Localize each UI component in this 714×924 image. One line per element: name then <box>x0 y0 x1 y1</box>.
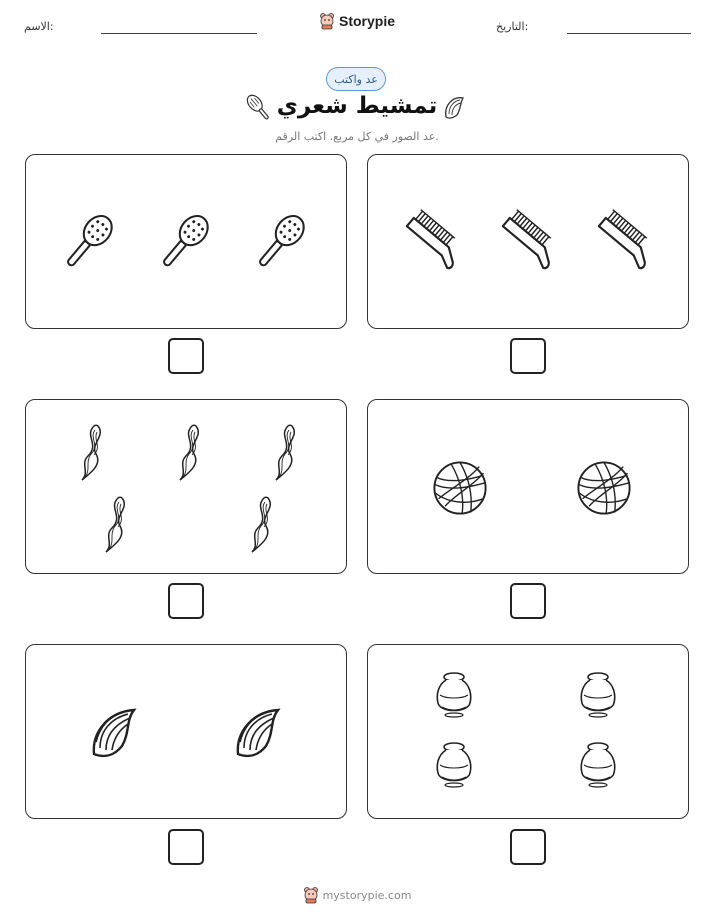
footer <box>0 886 714 908</box>
count-panel-6 <box>25 644 347 819</box>
name-label: الاسم: <box>24 20 54 33</box>
answer-box-3[interactable] <box>510 583 546 619</box>
yarn-ball-icon <box>426 456 494 520</box>
hair-strand-icon <box>74 422 108 482</box>
hairbrush-icon <box>241 92 275 122</box>
activity-badge: عد واكتب <box>326 67 386 91</box>
pot-icon <box>576 741 620 791</box>
hairbrush-icon <box>150 207 220 275</box>
pot-icon <box>576 671 620 721</box>
hair-strand-icon <box>172 422 206 482</box>
comb-icon <box>584 205 664 277</box>
hair-strand-icon <box>268 422 302 482</box>
yarn-ball-icon <box>570 456 638 520</box>
answer-box-1[interactable] <box>510 338 546 374</box>
page-title: تمشيط شعري <box>276 93 438 119</box>
footer-url: mystorypie.com <box>322 888 412 902</box>
hair-strand-icon <box>244 494 278 554</box>
pot-icon <box>432 671 476 721</box>
count-panel-3 <box>367 399 689 574</box>
hair-tuft-icon <box>230 701 290 763</box>
hair-tuft-icon <box>440 92 470 122</box>
storypie-mascot-icon <box>303 886 319 904</box>
hairbrush-icon <box>246 207 316 275</box>
hair-strand-icon <box>98 494 132 554</box>
date-field[interactable] <box>567 33 691 34</box>
count-panel-5 <box>367 644 689 819</box>
logo-text: Storypie <box>338 13 395 29</box>
answer-box-5[interactable] <box>510 829 546 865</box>
comb-icon <box>488 205 568 277</box>
hair-tuft-icon <box>86 701 146 763</box>
answer-box-6[interactable] <box>168 829 204 865</box>
count-panel-2 <box>25 154 347 329</box>
count-panel-4 <box>25 399 347 574</box>
count-panel-1 <box>367 154 689 329</box>
answer-box-2[interactable] <box>168 338 204 374</box>
answer-box-4[interactable] <box>168 583 204 619</box>
logo <box>0 12 714 34</box>
date-label: التاريخ: <box>496 20 529 33</box>
instructions: عد الصور في كل مربع. اكتب الرقم. <box>275 130 439 143</box>
pot-icon <box>432 741 476 791</box>
comb-icon <box>392 205 472 277</box>
storypie-mascot-icon <box>319 12 335 30</box>
hairbrush-icon <box>54 207 124 275</box>
